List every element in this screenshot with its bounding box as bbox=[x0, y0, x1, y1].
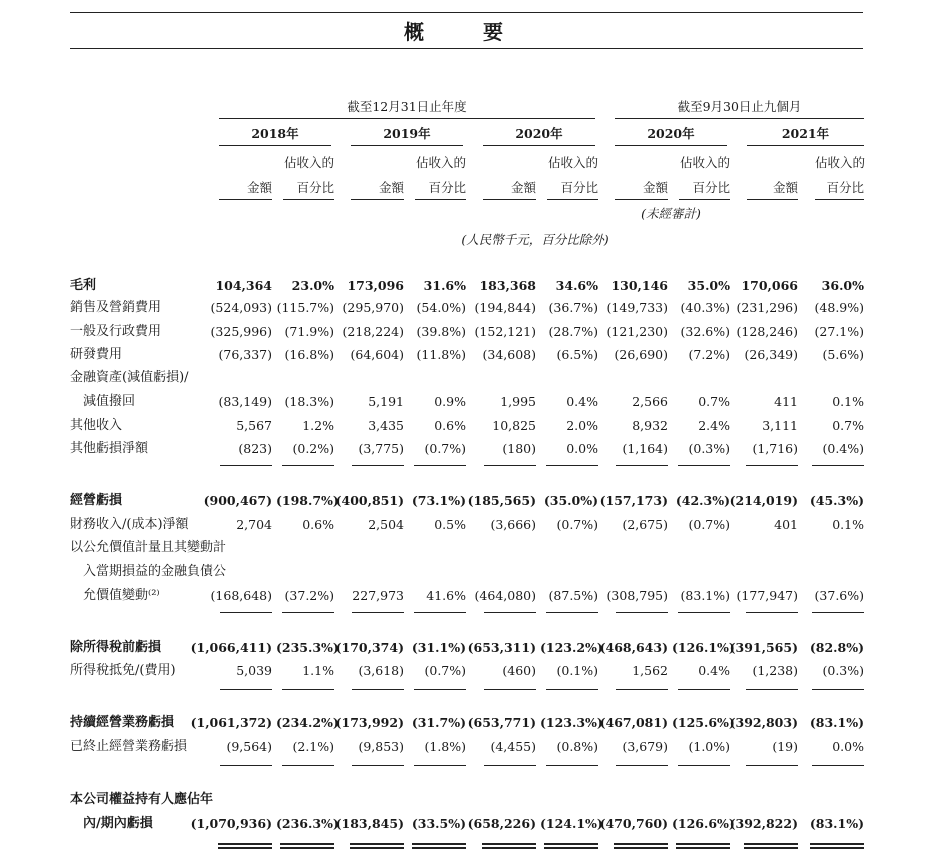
amount-cell: (9,853) bbox=[358, 739, 404, 754]
subtotal-rule bbox=[220, 689, 272, 690]
year-rule-2018 bbox=[219, 145, 331, 146]
pct-cell: 2.0% bbox=[566, 418, 598, 433]
amount-cell: (3,679) bbox=[622, 739, 668, 754]
amount-cell: (470,760) bbox=[599, 816, 668, 831]
pct-col-header-line2: 百分比 bbox=[826, 180, 864, 195]
total-double-rule bbox=[218, 843, 272, 845]
subtotal-rule bbox=[220, 612, 272, 613]
pct-col-header-line1: 佔收入的 bbox=[415, 155, 466, 170]
amount-cell: 2,566 bbox=[632, 394, 668, 409]
pct-cell: 1.1% bbox=[302, 663, 334, 678]
subtotal-rule bbox=[220, 765, 272, 766]
amount-cell: (1,061,372) bbox=[190, 715, 272, 730]
pct-cell: (234.2%) bbox=[276, 715, 339, 730]
subtotal-rule bbox=[812, 612, 864, 613]
amount-cell: 411 bbox=[774, 394, 798, 409]
pct-cell: (31.7%) bbox=[411, 715, 466, 730]
row-label: 財務收入/(成本)淨額 bbox=[70, 517, 189, 532]
period-year-rule bbox=[219, 118, 595, 119]
row-label: 其他收入 bbox=[70, 418, 123, 433]
unaudited-note: (未經審計) bbox=[641, 206, 701, 221]
pct-cell: (18.3%) bbox=[284, 394, 334, 409]
amount-col-rule bbox=[747, 199, 798, 200]
pct-col-header-line1: 佔收入的 bbox=[547, 155, 598, 170]
subtotal-rule bbox=[282, 765, 334, 766]
pct-cell: (0.3%) bbox=[822, 663, 864, 678]
subtotal-rule bbox=[812, 689, 864, 690]
pct-cell: 0.5% bbox=[434, 517, 466, 532]
amount-cell: (183,845) bbox=[335, 816, 404, 831]
amount-col-header: 金額 bbox=[510, 180, 536, 195]
pct-col-rule bbox=[815, 199, 864, 200]
amount-cell: 401 bbox=[774, 517, 798, 532]
amount-cell: 1,995 bbox=[500, 394, 536, 409]
total-double-rule bbox=[412, 843, 466, 845]
pct-cell: (6.5%) bbox=[556, 347, 598, 362]
row-label: 金融資產(減值虧損)/ bbox=[70, 370, 189, 385]
total-double-rule bbox=[280, 847, 334, 849]
amount-cell: (231,296) bbox=[736, 300, 798, 315]
pct-cell: (0.7%) bbox=[556, 517, 598, 532]
subtotal-rule bbox=[746, 765, 798, 766]
row-label: 本公司權益持有人應佔年 bbox=[70, 792, 214, 807]
amount-cell: (653,311) bbox=[467, 640, 536, 655]
subtotal-rule bbox=[220, 465, 272, 466]
pct-cell: 0.6% bbox=[434, 418, 466, 433]
amount-cell: (2,675) bbox=[622, 517, 668, 532]
total-double-rule bbox=[810, 843, 864, 845]
pct-cell: (71.9%) bbox=[284, 324, 334, 339]
pct-col-rule bbox=[679, 199, 730, 200]
subtotal-rule bbox=[746, 465, 798, 466]
pct-cell: (0.3%) bbox=[688, 441, 730, 456]
amount-cell: (128,246) bbox=[736, 324, 798, 339]
total-double-rule bbox=[676, 843, 730, 845]
pct-col-rule bbox=[415, 199, 466, 200]
total-double-rule bbox=[614, 847, 668, 849]
amount-cell: (1,164) bbox=[622, 441, 668, 456]
subtotal-rule bbox=[546, 765, 598, 766]
period-year-header: 截至12月31日止年度 bbox=[347, 99, 467, 114]
amount-cell: (180) bbox=[502, 441, 536, 456]
subtotal-rule bbox=[546, 465, 598, 466]
row-label: 入當期損益的金融負債公 bbox=[70, 564, 227, 579]
year-header-2018: 2018年 bbox=[251, 126, 299, 141]
subtotal-rule bbox=[484, 765, 536, 766]
amount-cell: 5,039 bbox=[236, 663, 272, 678]
pct-cell: (83.1%) bbox=[809, 715, 864, 730]
pct-cell: 0.1% bbox=[832, 394, 864, 409]
amount-cell: 3,111 bbox=[762, 418, 798, 433]
subtotal-rule bbox=[484, 612, 536, 613]
pct-col-header-line2: 百分比 bbox=[428, 180, 466, 195]
pct-cell: (123.2%) bbox=[540, 640, 603, 655]
pct-cell: (0.7%) bbox=[688, 517, 730, 532]
pct-cell: (123.3%) bbox=[540, 715, 603, 730]
amount-cell: (392,822) bbox=[729, 816, 798, 831]
pct-cell: 35.0% bbox=[687, 278, 730, 293]
amount-cell: (152,121) bbox=[474, 324, 536, 339]
period-nine-header: 截至9月30日止九個月 bbox=[677, 99, 802, 114]
pct-cell: (45.3%) bbox=[809, 493, 864, 508]
row-label: 所得稅抵免/(費用) bbox=[70, 663, 176, 678]
amount-cell: (194,844) bbox=[474, 300, 536, 315]
pct-cell: (7.2%) bbox=[688, 347, 730, 362]
amount-cell: (26,349) bbox=[744, 347, 798, 362]
pct-cell: 34.6% bbox=[555, 278, 598, 293]
subtotal-rule bbox=[616, 612, 668, 613]
subtotal-rule bbox=[546, 689, 598, 690]
pct-cell: (124.1%) bbox=[540, 816, 603, 831]
subtotal-rule bbox=[678, 765, 730, 766]
pct-col-header-line2: 百分比 bbox=[560, 180, 598, 195]
row-label: 銷售及營銷費用 bbox=[70, 300, 162, 315]
amount-cell: (170,374) bbox=[335, 640, 404, 655]
pct-col-header-line1: 佔收入的 bbox=[679, 155, 730, 170]
amount-cell: (173,992) bbox=[335, 715, 404, 730]
amount-col-rule bbox=[351, 199, 404, 200]
pct-cell: (27.1%) bbox=[814, 324, 864, 339]
subtotal-rule bbox=[678, 465, 730, 466]
pct-cell: 0.4% bbox=[566, 394, 598, 409]
total-double-rule bbox=[544, 843, 598, 845]
year-header-2020-nine: 2020年 bbox=[647, 126, 695, 141]
amount-cell: (149,733) bbox=[606, 300, 668, 315]
pct-cell: (36.7%) bbox=[548, 300, 598, 315]
amount-cell: (3,666) bbox=[490, 517, 536, 532]
pct-cell: (16.8%) bbox=[284, 347, 334, 362]
pct-cell: (32.6%) bbox=[680, 324, 730, 339]
pct-cell: (37.2%) bbox=[284, 588, 334, 603]
pct-cell: 31.6% bbox=[423, 278, 466, 293]
amount-cell: 10,825 bbox=[492, 418, 536, 433]
amount-cell: (900,467) bbox=[203, 493, 272, 508]
total-double-rule bbox=[280, 843, 334, 845]
row-label: 一般及行政費用 bbox=[70, 324, 162, 339]
title-bottom-rule bbox=[70, 48, 863, 49]
pct-cell: (5.6%) bbox=[822, 347, 864, 362]
year-header-2021: 2021年 bbox=[781, 126, 830, 141]
pct-col-header-line1: 佔收入的 bbox=[283, 155, 334, 170]
subtotal-rule bbox=[678, 612, 730, 613]
amount-cell: 5,191 bbox=[368, 394, 404, 409]
total-double-rule bbox=[744, 843, 798, 845]
pct-cell: 23.0% bbox=[291, 278, 334, 293]
pct-cell: (39.8%) bbox=[416, 324, 466, 339]
pct-cell: (40.3%) bbox=[680, 300, 730, 315]
amount-cell: 3,435 bbox=[368, 418, 404, 433]
pct-cell: 0.7% bbox=[698, 394, 730, 409]
amount-cell: (467,081) bbox=[599, 715, 668, 730]
amount-col-rule bbox=[219, 199, 272, 200]
pct-cell: (1.0%) bbox=[688, 739, 730, 754]
amount-cell: (464,080) bbox=[474, 588, 536, 603]
amount-cell: (400,851) bbox=[335, 493, 404, 508]
unit-note: (人民幣千元，百分比除外) bbox=[461, 232, 609, 247]
amount-cell: 173,096 bbox=[347, 278, 404, 293]
amount-cell: (325,996) bbox=[210, 324, 272, 339]
subtotal-rule bbox=[746, 689, 798, 690]
pct-cell: (82.8%) bbox=[809, 640, 864, 655]
subtotal-rule bbox=[352, 465, 404, 466]
period-nine-rule bbox=[615, 118, 864, 119]
amount-cell: (392,803) bbox=[729, 715, 798, 730]
pct-cell: 0.0% bbox=[832, 739, 864, 754]
subtotal-rule bbox=[414, 689, 466, 690]
row-label: 毛利 bbox=[70, 278, 97, 293]
amount-col-rule bbox=[483, 199, 536, 200]
amount-cell: (177,947) bbox=[736, 588, 798, 603]
subtotal-rule bbox=[414, 765, 466, 766]
amount-cell: (823) bbox=[238, 441, 272, 456]
title-top-rule bbox=[70, 12, 863, 13]
amount-col-rule bbox=[615, 199, 668, 200]
pct-col-header-line2: 百分比 bbox=[296, 180, 334, 195]
amount-cell: (26,690) bbox=[614, 347, 668, 362]
subtotal-rule bbox=[484, 465, 536, 466]
pct-cell: 36.0% bbox=[821, 278, 864, 293]
subtotal-rule bbox=[414, 612, 466, 613]
pct-cell: (35.0%) bbox=[543, 493, 598, 508]
pct-col-header-line2: 百分比 bbox=[692, 180, 730, 195]
amount-cell: (121,230) bbox=[606, 324, 668, 339]
row-label: 內/期內虧損 bbox=[70, 816, 153, 831]
subtotal-rule bbox=[746, 612, 798, 613]
pct-cell: (0.8%) bbox=[556, 739, 598, 754]
pct-cell: (115.7%) bbox=[276, 300, 334, 315]
subtotal-rule bbox=[812, 465, 864, 466]
amount-cell: 1,562 bbox=[632, 663, 668, 678]
amount-cell: (1,070,936) bbox=[190, 816, 272, 831]
total-double-rule bbox=[412, 847, 466, 849]
amount-cell: (76,337) bbox=[218, 347, 272, 362]
pct-cell: (83.1%) bbox=[680, 588, 730, 603]
row-label: 其他虧損淨額 bbox=[70, 441, 149, 456]
row-label: 除所得稅前虧損 bbox=[70, 640, 162, 655]
amount-cell: 183,368 bbox=[479, 278, 536, 293]
pct-cell: (126.6%) bbox=[672, 816, 735, 831]
total-double-rule bbox=[614, 843, 668, 845]
row-label: 經營虧損 bbox=[70, 493, 123, 508]
pct-cell: (33.5%) bbox=[411, 816, 466, 831]
pct-cell: 0.0% bbox=[566, 441, 598, 456]
subtotal-rule bbox=[484, 689, 536, 690]
pct-cell: 0.4% bbox=[698, 663, 730, 678]
amount-cell: (3,618) bbox=[358, 663, 404, 678]
amount-cell: (83,149) bbox=[218, 394, 272, 409]
pct-col-header-line1: 佔收入的 bbox=[815, 155, 866, 170]
subtotal-rule bbox=[546, 612, 598, 613]
pct-cell: 41.6% bbox=[426, 588, 466, 603]
subtotal-rule bbox=[352, 689, 404, 690]
pct-cell: (11.8%) bbox=[416, 347, 466, 362]
amount-cell: (653,771) bbox=[467, 715, 536, 730]
year-rule-2019 bbox=[351, 145, 463, 146]
amount-cell: 2,504 bbox=[368, 517, 404, 532]
pct-cell: (0.1%) bbox=[556, 663, 598, 678]
pct-cell: 0.6% bbox=[302, 517, 334, 532]
subtotal-rule bbox=[282, 612, 334, 613]
total-double-rule bbox=[350, 847, 404, 849]
total-double-rule bbox=[350, 843, 404, 845]
subtotal-rule bbox=[352, 612, 404, 613]
amount-cell: (1,238) bbox=[752, 663, 798, 678]
pct-col-rule bbox=[547, 199, 598, 200]
pct-cell: 0.9% bbox=[434, 394, 466, 409]
row-label: 以公允價值計量且其變動計 bbox=[70, 540, 227, 555]
amount-cell: 5,567 bbox=[236, 418, 272, 433]
total-double-rule bbox=[218, 847, 272, 849]
amount-cell: (308,795) bbox=[606, 588, 668, 603]
pct-cell: (0.7%) bbox=[424, 441, 466, 456]
row-label: 研發費用 bbox=[70, 347, 123, 362]
amount-col-header: 金額 bbox=[642, 180, 668, 195]
pct-cell: (73.1%) bbox=[411, 493, 466, 508]
amount-cell: (1,066,411) bbox=[190, 640, 272, 655]
amount-cell: (658,226) bbox=[467, 816, 536, 831]
amount-cell: (64,604) bbox=[350, 347, 404, 362]
amount-cell: (19) bbox=[772, 739, 798, 754]
subtotal-rule bbox=[616, 465, 668, 466]
pct-cell: (0.4%) bbox=[822, 441, 864, 456]
row-label: 減值撥回 bbox=[70, 394, 136, 409]
pct-cell: 1.2% bbox=[302, 418, 334, 433]
year-header-2020: 2020年 bbox=[515, 126, 563, 141]
amount-cell: 170,066 bbox=[741, 278, 798, 293]
year-header-2019: 2019年 bbox=[383, 126, 431, 141]
subtotal-rule bbox=[678, 689, 730, 690]
amount-col-header: 金額 bbox=[246, 180, 272, 195]
pct-cell: (37.6%) bbox=[814, 588, 864, 603]
amount-cell: (4,455) bbox=[490, 739, 536, 754]
amount-col-header: 金額 bbox=[378, 180, 404, 195]
total-double-rule bbox=[676, 847, 730, 849]
total-double-rule bbox=[482, 847, 536, 849]
amount-cell: (524,093) bbox=[210, 300, 272, 315]
row-label: 持續經營業務虧損 bbox=[70, 715, 175, 730]
subtotal-rule bbox=[616, 689, 668, 690]
amount-cell: 227,973 bbox=[352, 588, 404, 603]
pct-cell: (28.7%) bbox=[548, 324, 598, 339]
amount-cell: (168,648) bbox=[210, 588, 272, 603]
year-rule-2021 bbox=[747, 145, 864, 146]
pct-cell: (48.9%) bbox=[814, 300, 864, 315]
amount-cell: 2,704 bbox=[236, 517, 272, 532]
pct-cell: 0.1% bbox=[832, 517, 864, 532]
pct-cell: (0.2%) bbox=[292, 441, 334, 456]
subtotal-rule bbox=[352, 765, 404, 766]
amount-cell: (214,019) bbox=[729, 493, 798, 508]
pct-cell: (2.1%) bbox=[292, 739, 334, 754]
pct-cell: (31.1%) bbox=[411, 640, 466, 655]
pct-cell: 0.7% bbox=[832, 418, 864, 433]
pct-col-rule bbox=[283, 199, 334, 200]
subtotal-rule bbox=[812, 765, 864, 766]
subtotal-rule bbox=[282, 465, 334, 466]
pct-cell: (42.3%) bbox=[675, 493, 730, 508]
amount-cell: (1,716) bbox=[752, 441, 798, 456]
subtotal-rule bbox=[414, 465, 466, 466]
amount-cell: 8,932 bbox=[632, 418, 668, 433]
pct-cell: (0.7%) bbox=[424, 663, 466, 678]
total-double-rule bbox=[810, 847, 864, 849]
amount-cell: 104,364 bbox=[215, 278, 272, 293]
year-rule-2020 bbox=[483, 145, 595, 146]
amount-cell: (157,173) bbox=[599, 493, 668, 508]
amount-cell: (295,970) bbox=[342, 300, 404, 315]
total-double-rule bbox=[482, 843, 536, 845]
amount-cell: (9,564) bbox=[226, 739, 272, 754]
pct-cell: (236.3%) bbox=[276, 816, 339, 831]
amount-cell: (391,565) bbox=[729, 640, 798, 655]
pct-cell: (54.0%) bbox=[416, 300, 466, 315]
amount-cell: (468,643) bbox=[599, 640, 668, 655]
pct-cell: 2.4% bbox=[698, 418, 730, 433]
amount-cell: (34,608) bbox=[482, 347, 536, 362]
total-double-rule bbox=[544, 847, 598, 849]
pct-cell: (126.1%) bbox=[672, 640, 735, 655]
amount-col-header: 金額 bbox=[772, 180, 798, 195]
row-label: 允價值變動⁽²⁾ bbox=[70, 588, 160, 603]
subtotal-rule bbox=[616, 765, 668, 766]
year-rule-2020-nine bbox=[615, 145, 727, 146]
pct-cell: (235.3%) bbox=[276, 640, 339, 655]
total-double-rule bbox=[744, 847, 798, 849]
pct-cell: (1.8%) bbox=[424, 739, 466, 754]
amount-cell: (218,224) bbox=[342, 324, 404, 339]
pct-cell: (198.7%) bbox=[276, 493, 339, 508]
row-label: 已終止經營業務虧損 bbox=[70, 739, 188, 754]
amount-cell: 130,146 bbox=[611, 278, 668, 293]
pct-cell: (125.6%) bbox=[672, 715, 735, 730]
amount-cell: (460) bbox=[502, 663, 536, 678]
amount-cell: (185,565) bbox=[467, 493, 536, 508]
amount-cell: (3,775) bbox=[358, 441, 404, 456]
pct-cell: (87.5%) bbox=[548, 588, 598, 603]
pct-cell: (83.1%) bbox=[809, 816, 864, 831]
subtotal-rule bbox=[282, 689, 334, 690]
page-title: 概 要 bbox=[404, 20, 529, 44]
